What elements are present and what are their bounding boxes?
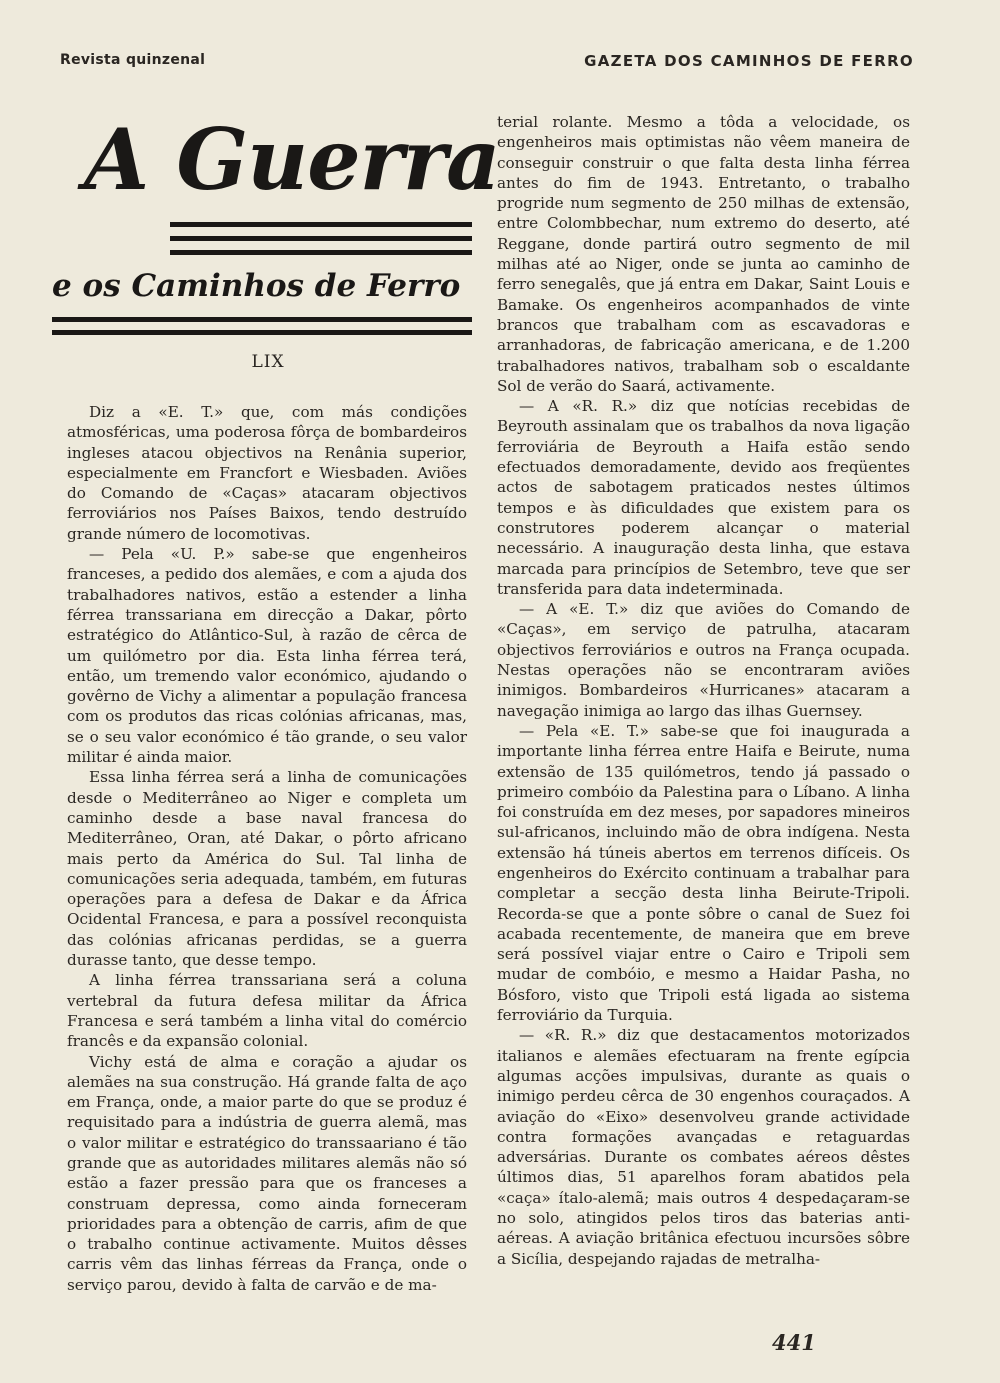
section-number: LIX bbox=[251, 352, 285, 372]
paragraph: Diz a «E. T.» que, com más condições atmosféricas, uma poderosa fôrça de bombardeiros ingleses atacou objectivos na Renânia superior, especialmente em Francfort e Wiesbaden. Aviões do Comando de «Caças» atacaram objectivos ferroviários nos Países Baixos, tendo destruído grande número de locomotivas. bbox=[67, 403, 467, 543]
title-rule-2 bbox=[170, 236, 472, 241]
left-column bbox=[67, 402, 467, 1295]
title-rule-3 bbox=[170, 250, 472, 255]
article-title: A Guerra bbox=[84, 110, 500, 209]
title-rule-1 bbox=[170, 222, 472, 227]
paragraph: Vichy está de alma e coração a ajudar os alemães na sua construção. Há grande falta de aço em França, onde, a maior parte do que se produz é requisitado para a indústria de guerra alemã, mas o valor militar e estratégico do transsaariano é tão grande que as autoridades militares alemãs não só estão a fazer pressão para que os franceses a construam depressa, como ainda forneceram prioridades para a obtenção de carris, afim de que o trabalho continue activamente. Muitos dêsses carris vêm das linhas férreas da França, onde o serviço parou, devido à falta de carvão e de ma- bbox=[67, 1052, 467, 1294]
paragraph: Essa linha férrea será a linha de comunicações desde o Mediterrâneo ao Niger e completa um caminho desde a base naval francesa do Mediterrâneo, Oran, até Dakar, o pôrto africano mais perto da América do Sul. Tal linha de comunicações seria adequada, também, em futuras operações para a defesa de Dakar e da África Ocidental Francesa, e para a possível reconquista das colónias africanas perdidas, se a guerra durasse tanto, que desse tempo. bbox=[67, 768, 467, 970]
running-header-left: Revista quinzenal bbox=[60, 52, 206, 68]
running-header-right: GAZETA DOS CAMINHOS DE FERRO bbox=[584, 52, 914, 70]
subtitle-rule-2 bbox=[52, 330, 472, 335]
paragraph: — «R. R.» diz que destacamentos motorizados italianos e alemães efectuaram na frente egípcia algumas acções impulsivas, durante as quais o inimigo perdeu cêrca de 30 engenhos couraçados. A aviação do «Eixo» desenvolveu grande actividade contra formações avançadas e retaguardas adversárias. Durante os combates aéreos dêstes últimos dias, 51 aparelhos foram abatidos pela «caça» ítalo-alemã; mais outros 4 despedaçaram-se no solo, atingidos pelos tiros das baterias anti-aéreas. A aviação britânica efectuou incursões sôbre a Sicília, despejando rajadas de metralha- bbox=[497, 1026, 910, 1268]
page-number: 441 bbox=[772, 1330, 816, 1355]
subtitle-rule-1 bbox=[52, 317, 472, 322]
right-column bbox=[497, 112, 910, 1269]
paragraph: — A «R. R.» diz que notícias recebidas de Beyrouth assinalam que os trabalhos da nova ligação ferroviária de Beyrouth a Haifa estão sendo efectuados demoradamente, devido aos freqüentes actos de sabotagem praticados nestes últimos tempos e às dificuldades que existem para os construtores poderem alcançar o material necessário. A inauguração desta linha, que estava marcada para princípios de Setembro, teve que ser transferida para data indeterminada. bbox=[497, 397, 910, 598]
paragraph: terial rolante. Mesmo a tôda a velocidade, os engenheiros mais optimistas não vêem maneira de conseguir construir o que falta desta linha férrea antes do fim de 1943. Entretanto, o trabalho progride num segmento de 250 milhas de extensão, entre Colombbechar, num extremo do deserto, até Reggane, donde partirá outro segmento de mil milhas até ao Niger, onde se junta ao caminho de ferro senegalês, que já entra em Dakar, Saint Louis e Bamake. Os engenheiros acompanhados de vinte brancos que trabalham com as escavadoras e arranhadoras, de fabricação americana, e de 1.200 trabalhadores nativos, trabalham sob o escaldante Sol de verão do Saará, activamente. bbox=[497, 113, 910, 395]
article-subtitle: e os Caminhos de Ferro bbox=[52, 268, 461, 304]
paragraph: — Pela «E. T.» sabe-se que foi inaugurada a importante linha férrea entre Haifa e Beirute, numa extensão de 135 quilómetros, tendo já passado o primeiro combóio da Palestina para o Líbano. A linha foi construída em dez meses, por sapadores mineiros sul-africanos, incluindo mão de obra indígena. Nesta extensão há túneis abertos em terrenos difíceis. Os engenheiros do Exército continuam a trabalhar para completar a secção desta linha Beirute-Tripoli. Recorda-se que a ponte sôbre o canal de Suez foi acabada recentemente, de maneira que em breve será possível viajar entre o Cairo e Tripoli sem mudar de combóio, e mesmo a Haidar Pasha, no Bósforo, visto que Tripoli está ligada ao sistema ferroviário da Turquia. bbox=[497, 721, 910, 1025]
paragraph: — A «E. T.» diz que aviões do Comando de «Caças», em serviço de patrulha, atacaram objectivos ferroviários e outros na França ocupada. Nestas operações não se encontraram aviões inimigos. Bombardeiros «Hurricanes» atacaram a navegação inimiga ao largo das ilhas Guernsey. bbox=[497, 600, 910, 720]
paragraph: — Pela «U. P.» sabe-se que engenheiros franceses, a pedido dos alemães, e com a ajuda dos trabalhadores nativos, estão a estender a linha férrea transsariana em direcção a Dakar, pôrto estratégico do Atlântico-Sul, à razão de cêrca de um quilómetro por dia. Esta linha férrea terá, então, um tremendo valor económico, ajudando o govêrno de Vichy a alimentar a população francesa com os produtos das ricas colónias africanas, mas, se o seu valor económico é tão grande, o seu valor militar é ainda maior. bbox=[67, 545, 467, 767]
paragraph: A linha férrea transsariana será a coluna vertebral da futura defesa militar da África Francesa e será também a linha vital do comércio francês e da expansão colonial. bbox=[67, 971, 467, 1051]
